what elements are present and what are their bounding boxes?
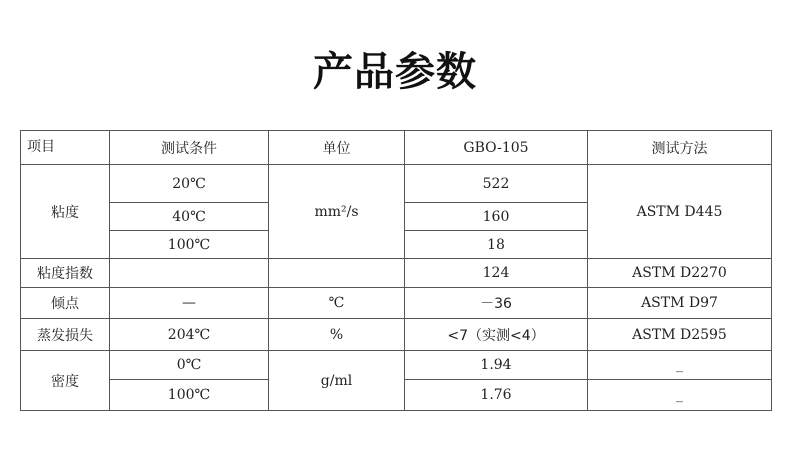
pour-point-method: ASTM D97: [588, 288, 772, 319]
viscosity-index-method: ASTM D2270: [588, 259, 772, 288]
page-title: 产品参数: [313, 49, 477, 95]
table-row: [21, 351, 772, 380]
viscosity-method: ASTM D445: [588, 165, 772, 259]
table-row: [21, 165, 772, 203]
table-header-row: [21, 131, 772, 165]
density-condition-2: 100℃: [110, 380, 269, 411]
density-value-2: 1.76: [405, 380, 588, 411]
table-row: [21, 319, 772, 351]
header-product: GBO-105: [405, 131, 588, 165]
evaporation-value: <7（实测<4）: [405, 319, 588, 351]
viscosity-condition-2: 40℃: [110, 203, 269, 231]
header-method: 测试方法: [588, 131, 772, 165]
table-row: [21, 288, 772, 319]
density-unit: g/ml: [269, 351, 405, 411]
viscosity-index-item: 粘度指数: [21, 259, 110, 288]
evaporation-unit: %: [269, 319, 405, 351]
header-item: 项目: [21, 131, 110, 165]
density-value-1: 1.94: [405, 351, 588, 380]
density-condition-1: 0℃: [110, 351, 269, 380]
table-row: [21, 259, 772, 288]
viscosity-item: 粘度: [21, 165, 110, 259]
viscosity-condition-1: 20℃: [110, 165, 269, 203]
viscosity-index-unit: [269, 259, 405, 288]
viscosity-condition-3: 100℃: [110, 231, 269, 259]
pour-point-condition: —: [110, 288, 269, 319]
density-method-1: _: [588, 351, 772, 380]
pour-point-item: 倾点: [21, 288, 110, 319]
viscosity-value-1: 522: [405, 165, 588, 203]
viscosity-value-2: 160: [405, 203, 588, 231]
viscosity-index-condition: [110, 259, 269, 288]
evaporation-item: 蒸发损失: [21, 319, 110, 351]
pour-point-unit: ℃: [269, 288, 405, 319]
density-method-2: _: [588, 380, 772, 411]
evaporation-method: ASTM D2595: [588, 319, 772, 351]
viscosity-unit: mm²/s: [269, 165, 405, 259]
pour-point-value: －36: [405, 288, 588, 319]
header-unit: 单位: [269, 131, 405, 165]
viscosity-value-3: 18: [405, 231, 588, 259]
density-item: 密度: [21, 351, 110, 411]
header-condition: 测试条件: [110, 131, 269, 165]
viscosity-index-value: 124: [405, 259, 588, 288]
spec-table: [20, 130, 772, 411]
evaporation-condition: 204℃: [110, 319, 269, 351]
